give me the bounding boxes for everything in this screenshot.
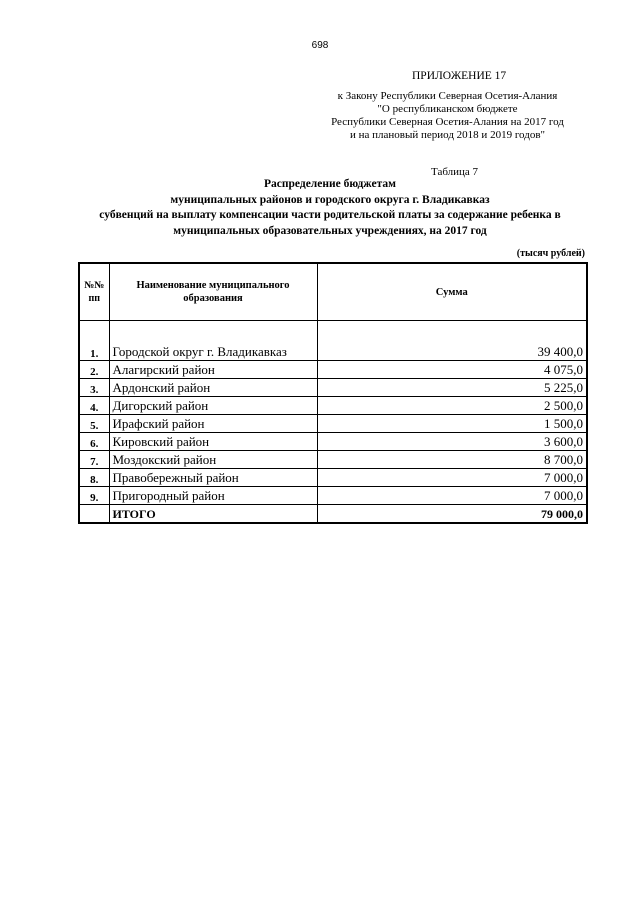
row-name: Ардонский район	[109, 379, 317, 397]
row-number: 1.	[79, 343, 109, 361]
table-row	[79, 379, 587, 397]
header-number-line2: пп	[88, 293, 101, 304]
row-name: Кировский район	[109, 433, 317, 451]
law-reference	[320, 90, 575, 142]
appendix-heading: ПРИЛОЖЕНИЕ 17	[412, 70, 507, 82]
header-name	[109, 263, 317, 321]
row-name: Дигорский район	[109, 397, 317, 415]
table-number: Таблица 7	[431, 166, 479, 178]
table-header-row	[79, 263, 587, 321]
header-number-line1: №№	[84, 280, 105, 291]
row-number: 8.	[79, 469, 109, 487]
row-amount: 7 000,0	[317, 469, 587, 487]
page-number: 698	[311, 40, 329, 51]
row-amount: 39 400,0	[317, 343, 587, 361]
table-row	[79, 415, 587, 433]
row-amount: 4 075,0	[317, 361, 587, 379]
table-row	[79, 433, 587, 451]
row-number: 4.	[79, 397, 109, 415]
title-line: муниципальных районов и городского округа г. Владикавказ	[170, 193, 490, 206]
distribution-table	[78, 262, 588, 524]
law-reference-line: к Закону Республики Северная Осетия-Алания	[337, 90, 558, 102]
units-label: (тысяч рублей)	[516, 248, 585, 259]
row-number: 2.	[79, 361, 109, 379]
title-line: субвенций на выплату компенсации части родительской платы за содержание ребенка в	[99, 209, 561, 221]
row-name: Моздокский район	[109, 451, 317, 469]
row-number: 5.	[79, 415, 109, 433]
document-title	[60, 177, 600, 239]
header-name-line2: образования	[183, 293, 243, 304]
table-row	[79, 451, 587, 469]
table-total-row	[79, 505, 587, 524]
row-name: Пригородный район	[109, 487, 317, 505]
row-amount: 7 000,0	[317, 487, 587, 505]
title-line: муниципальных образовательных учреждениях, на 2017 год	[173, 224, 487, 237]
table-row	[79, 469, 587, 487]
total-amount: 79 000,0	[317, 505, 587, 524]
total-number	[79, 505, 109, 524]
row-number: 7.	[79, 451, 109, 469]
row-amount: 8 700,0	[317, 451, 587, 469]
row-number: 9.	[79, 487, 109, 505]
total-label: ИТОГО	[109, 505, 317, 524]
row-name: Ирафский район	[109, 415, 317, 433]
row-amount: 3 600,0	[317, 433, 587, 451]
row-name: Правобережный район	[109, 469, 317, 487]
header-number	[79, 263, 109, 321]
row-amount: 2 500,0	[317, 397, 587, 415]
row-number: 3.	[79, 379, 109, 397]
law-reference-line: и на плановый период 2018 и 2019 годов"	[349, 129, 546, 141]
header-name-line1: Наименование муниципального	[136, 280, 290, 291]
row-name: Алагирский район	[109, 361, 317, 379]
row-amount: 5 225,0	[317, 379, 587, 397]
title-line: Распределение бюджетам	[264, 178, 396, 190]
law-reference-line: "О республиканском бюджете	[377, 103, 518, 115]
row-number: 6.	[79, 433, 109, 451]
law-reference-line: Республики Северная Осетия-Алания на 2017 год	[331, 116, 564, 128]
row-name: Городской округ г. Владикавказ	[109, 343, 317, 361]
header-sum: Сумма	[317, 263, 587, 321]
table-row	[79, 487, 587, 505]
table-spacer-row	[79, 321, 587, 344]
table-row	[79, 397, 587, 415]
table-row	[79, 343, 587, 361]
row-amount: 1 500,0	[317, 415, 587, 433]
table-row	[79, 361, 587, 379]
